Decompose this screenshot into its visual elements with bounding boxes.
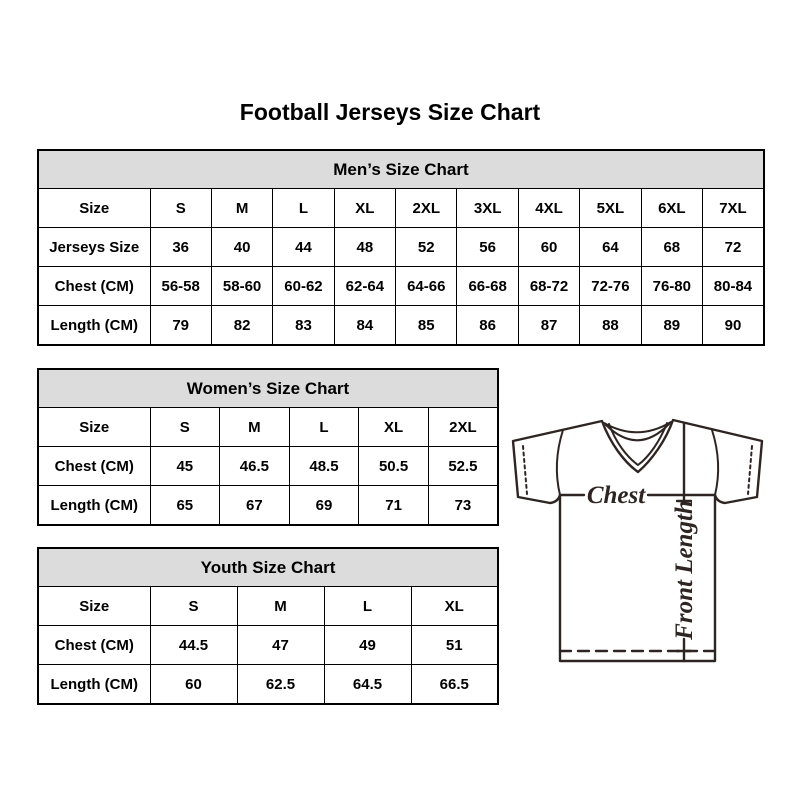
value-cell: 3XL [457,189,518,228]
value-cell: 72-76 [580,267,641,306]
row-label-cell: Chest (CM) [38,626,150,665]
value-cell: 83 [273,306,334,346]
value-cell: 86 [457,306,518,346]
value-cell: 90 [703,306,764,346]
value-cell: 52 [396,228,457,267]
table-row [38,408,498,447]
value-cell: 47 [237,626,324,665]
row-label-cell: Length (CM) [38,306,150,346]
value-cell: 69 [289,486,359,526]
size-table [37,149,765,346]
table-row [38,189,764,228]
table-row [38,486,498,526]
value-cell: 56-58 [150,267,211,306]
row-label-cell: Chest (CM) [38,447,150,486]
value-cell: 49 [324,626,411,665]
value-cell: 68-72 [518,267,579,306]
value-cell: 66-68 [457,267,518,306]
value-cell: 44 [273,228,334,267]
jersey-illustration [500,410,780,672]
table-row [38,626,498,665]
row-label-cell: Length (CM) [38,665,150,705]
value-cell: 48.5 [289,447,359,486]
value-cell: 88 [580,306,641,346]
value-cell: 64.5 [324,665,411,705]
table-row [38,306,764,346]
page-title: Football Jerseys Size Chart [239,99,541,125]
value-cell: XL [334,189,395,228]
value-cell: 50.5 [359,447,429,486]
value-cell: XL [411,587,498,626]
value-cell: 72 [703,228,764,267]
value-cell: 5XL [580,189,641,228]
value-cell: 66.5 [411,665,498,705]
table-row [38,267,764,306]
value-cell: 56 [457,228,518,267]
value-cell: 64-66 [396,267,457,306]
value-cell: 87 [518,306,579,346]
womens-size-table [37,368,499,526]
value-cell: 67 [220,486,290,526]
table-title: Women’s Size Chart [38,369,498,408]
jersey-outline [513,420,762,661]
table-row [38,665,498,705]
row-label-cell: Jerseys Size [38,228,150,267]
value-cell: M [237,587,324,626]
mens-size-table [37,149,765,346]
value-cell: 80-84 [703,267,764,306]
table-row [38,228,764,267]
value-cell: 4XL [518,189,579,228]
size-table [37,368,499,526]
jersey-measurement-diagram [500,410,780,672]
table-title: Men’s Size Chart [38,150,764,189]
value-cell: M [211,189,272,228]
value-cell: 65 [150,486,220,526]
value-cell: 2XL [396,189,457,228]
value-cell: XL [359,408,429,447]
chest-measure-label: Chest [586,482,646,509]
value-cell: 45 [150,447,220,486]
value-cell: 73 [428,486,498,526]
value-cell: 7XL [703,189,764,228]
value-cell: 52.5 [428,447,498,486]
table-title-row [38,548,498,587]
value-cell: 36 [150,228,211,267]
value-cell: 76-80 [641,267,702,306]
table-title-row [38,369,498,408]
table-row [38,447,498,486]
table-title-row [38,150,764,189]
value-cell: S [150,587,237,626]
value-cell: 46.5 [220,447,290,486]
row-label-cell: Length (CM) [38,486,150,526]
front-length-measure-label: Front Length [671,500,698,640]
value-cell: 2XL [428,408,498,447]
value-cell: 60 [518,228,579,267]
row-label-cell: Size [38,189,150,228]
row-label-cell: Size [38,408,150,447]
size-table [37,547,499,705]
youth-size-table [37,547,499,705]
value-cell: 89 [641,306,702,346]
value-cell: 40 [211,228,272,267]
value-cell: 62.5 [237,665,324,705]
table-title: Youth Size Chart [38,548,498,587]
table-row [38,587,498,626]
value-cell: S [150,189,211,228]
value-cell: 60 [150,665,237,705]
value-cell: 79 [150,306,211,346]
row-label-cell: Size [38,587,150,626]
value-cell: M [220,408,290,447]
value-cell: 48 [334,228,395,267]
value-cell: L [324,587,411,626]
value-cell: L [289,408,359,447]
value-cell: 68 [641,228,702,267]
value-cell: 85 [396,306,457,346]
value-cell: 84 [334,306,395,346]
value-cell: 6XL [641,189,702,228]
value-cell: 71 [359,486,429,526]
value-cell: 64 [580,228,641,267]
value-cell: 62-64 [334,267,395,306]
row-label-cell: Chest (CM) [38,267,150,306]
value-cell: 60-62 [273,267,334,306]
value-cell: S [150,408,220,447]
value-cell: 51 [411,626,498,665]
value-cell: 58-60 [211,267,272,306]
value-cell: 82 [211,306,272,346]
value-cell: L [273,189,334,228]
value-cell: 44.5 [150,626,237,665]
